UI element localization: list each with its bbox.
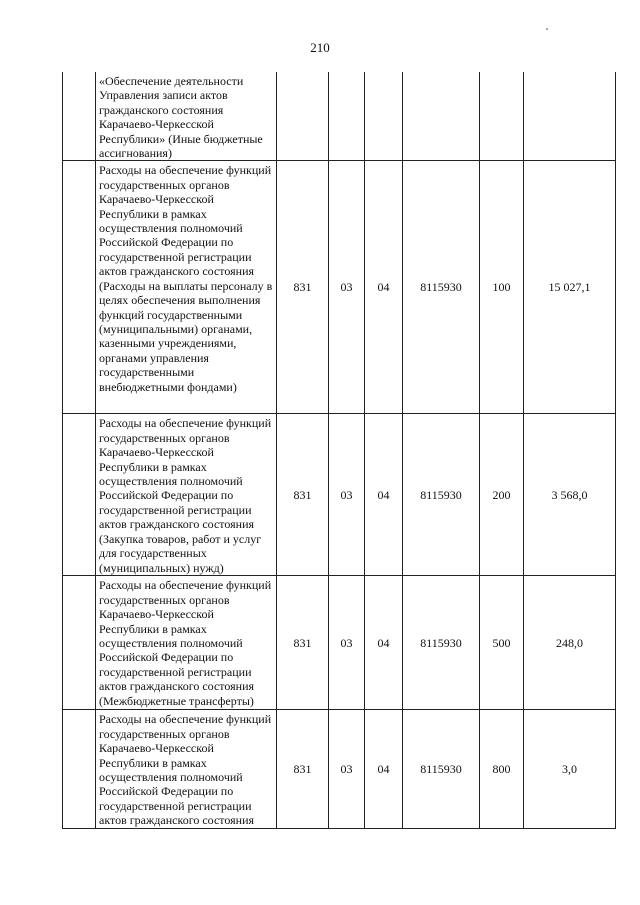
ministry-cell: 831 [277,161,329,414]
amount-cell [524,72,616,161]
subsection-cell: 04 [365,576,403,710]
description-cell: Расходы на обеспечение функций государственных органов Карачаево-Черкесской Республики в рамках осуществления полномочий Российской Федерации по государственной регистрации актов гражданского состояния (Расходы на выплаты персоналу в целях обеспечения выполнения функций государственными (муниципальными) органами, казенными учреждениями, органами управления государственными внебюджетными фондами) [96,161,277,414]
section-cell: 03 [329,161,365,414]
number-cell [63,161,96,414]
section-cell: 03 [329,414,365,576]
section-cell: 03 [329,710,365,829]
subsection-cell: 04 [365,414,403,576]
target-article-cell: 8115930 [403,576,480,710]
budget-table [62,72,616,829]
ministry-cell: 831 [277,414,329,576]
expense-type-cell: 100 [480,161,524,414]
number-cell [63,710,96,829]
table-row [63,576,616,710]
number-cell [63,576,96,710]
table-row [63,414,616,576]
expense-type-cell: 200 [480,414,524,576]
target-article-cell: 8115930 [403,161,480,414]
number-cell [63,414,96,576]
expense-type-cell: 800 [480,710,524,829]
table-row [63,72,616,161]
subsection-cell [365,72,403,161]
subsection-cell: 04 [365,161,403,414]
page-number: 210 [310,40,330,55]
amount-cell: 3 568,0 [524,414,616,576]
target-article-cell: 8115930 [403,414,480,576]
subsection-cell: 04 [365,710,403,829]
expense-type-cell [480,72,524,161]
amount-cell: 15 027,1 [524,161,616,414]
table-row [63,161,616,414]
expense-type-cell: 500 [480,576,524,710]
ministry-cell: 831 [277,710,329,829]
ministry-cell: 831 [277,576,329,710]
description-cell: «Обеспечение деятельности Управления записи актов гражданского состояния Карачаево-Черкесской Республики» (Иные бюджетные ассигнования) [96,72,277,161]
description-cell: Расходы на обеспечение функций государственных органов Карачаево-Черкесской Республики в рамках осуществления полномочий Российской Федерации по государственной регистрации актов гражданского состояния (Закупка товаров, работ и услуг для государственных (муниципальных) нужд) [96,414,277,576]
scan-speck [546,28,548,30]
amount-cell: 3,0 [524,710,616,829]
ministry-cell [277,72,329,161]
target-article-cell: 8115930 [403,710,480,829]
target-article-cell [403,72,480,161]
section-cell [329,72,365,161]
amount-cell: 248,0 [524,576,616,710]
number-cell [63,72,96,161]
description-cell: Расходы на обеспечение функций государственных органов Карачаево-Черкесской Республики в рамках осуществления полномочий Российской Федерации по государственной регистрации актов гражданского состояния (Межбюджетные трансферты) [96,576,277,710]
table-row [63,710,616,829]
section-cell: 03 [329,576,365,710]
description-cell: Расходы на обеспечение функций государственных органов Карачаево-Черкесской Республики в рамках осуществления полномочий Российской Федерации по государственной регистрации актов гражданского состояния [96,710,277,829]
